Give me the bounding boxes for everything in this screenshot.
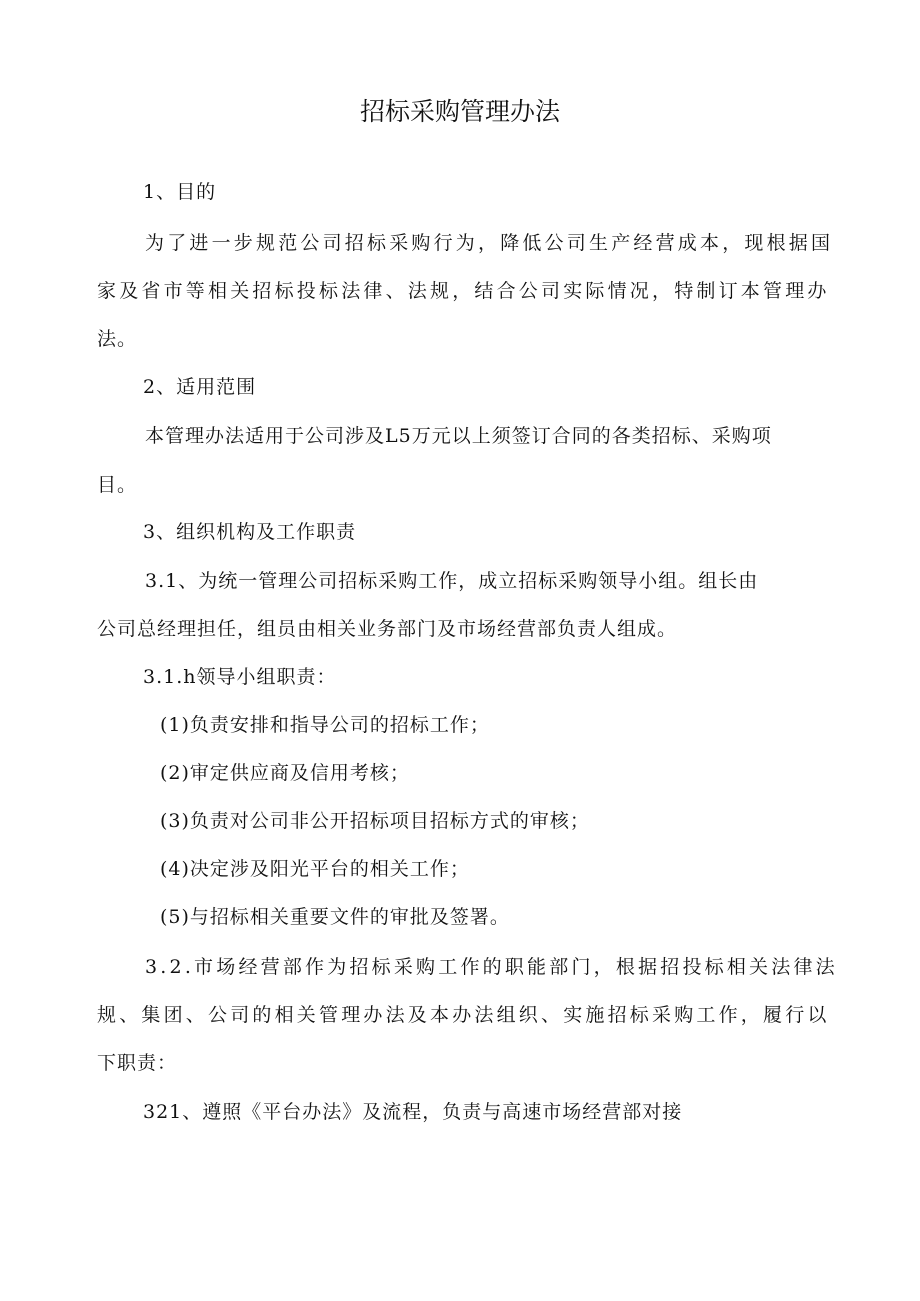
document-title: 招标采购管理办法 <box>359 97 560 126</box>
paragraph-line: 3.2.市场经营部作为招标采购工作的职能部门，根据招投标相关法律法 <box>145 956 838 978</box>
paragraph-line: 公司总经理担任，组员由相关业务部门及市场经营部负责人组成。 <box>97 618 678 640</box>
list-item: (2)审定供应商及信用考核； <box>160 762 410 784</box>
section-heading-scope: 2、适用范围 <box>143 376 257 398</box>
list-item: (5)与招标相关重要文件的审批及签署。 <box>160 906 510 928</box>
list-item: (1)负责安排和指导公司的招标工作； <box>160 714 490 736</box>
section-heading-purpose: 1、目的 <box>143 181 217 203</box>
paragraph-line: 下职责： <box>97 1052 178 1074</box>
paragraph-line: 为了进一步规范公司招标采购行为，降低公司生产经营成本，现根据国 <box>145 232 834 254</box>
paragraph-line: 目。 <box>97 474 138 496</box>
list-item: (3)负责对公司非公开招标项目招标方式的审核； <box>160 810 590 832</box>
paragraph-line: 家及省市等相关招标投标法律、法规，结合公司实际情况，特制订本管理办 <box>97 280 830 302</box>
list-item: (4)决定涉及阳光平台的相关工作； <box>160 858 470 880</box>
paragraph-line: 3.1、为统一管理公司招标采购工作，成立招标采购领导小组。组长由 <box>145 570 759 592</box>
paragraph-line: 规、集团、公司的相关管理办法及本办法组织、实施招标采购工作，履行以 <box>97 1004 830 1026</box>
paragraph-line: 321、遵照《平台办法》及流程，负责与高速市场经营部对接 <box>143 1101 683 1123</box>
section-heading-organization: 3、组织机构及工作职责 <box>143 521 357 543</box>
paragraph-line: 本管理办法适用于公司涉及L5万元以上须签订合同的各类招标、采购项 <box>145 425 772 447</box>
subsection-heading: 3.1.h领导小组职责： <box>143 666 337 688</box>
paragraph-line: 法。 <box>97 328 138 350</box>
